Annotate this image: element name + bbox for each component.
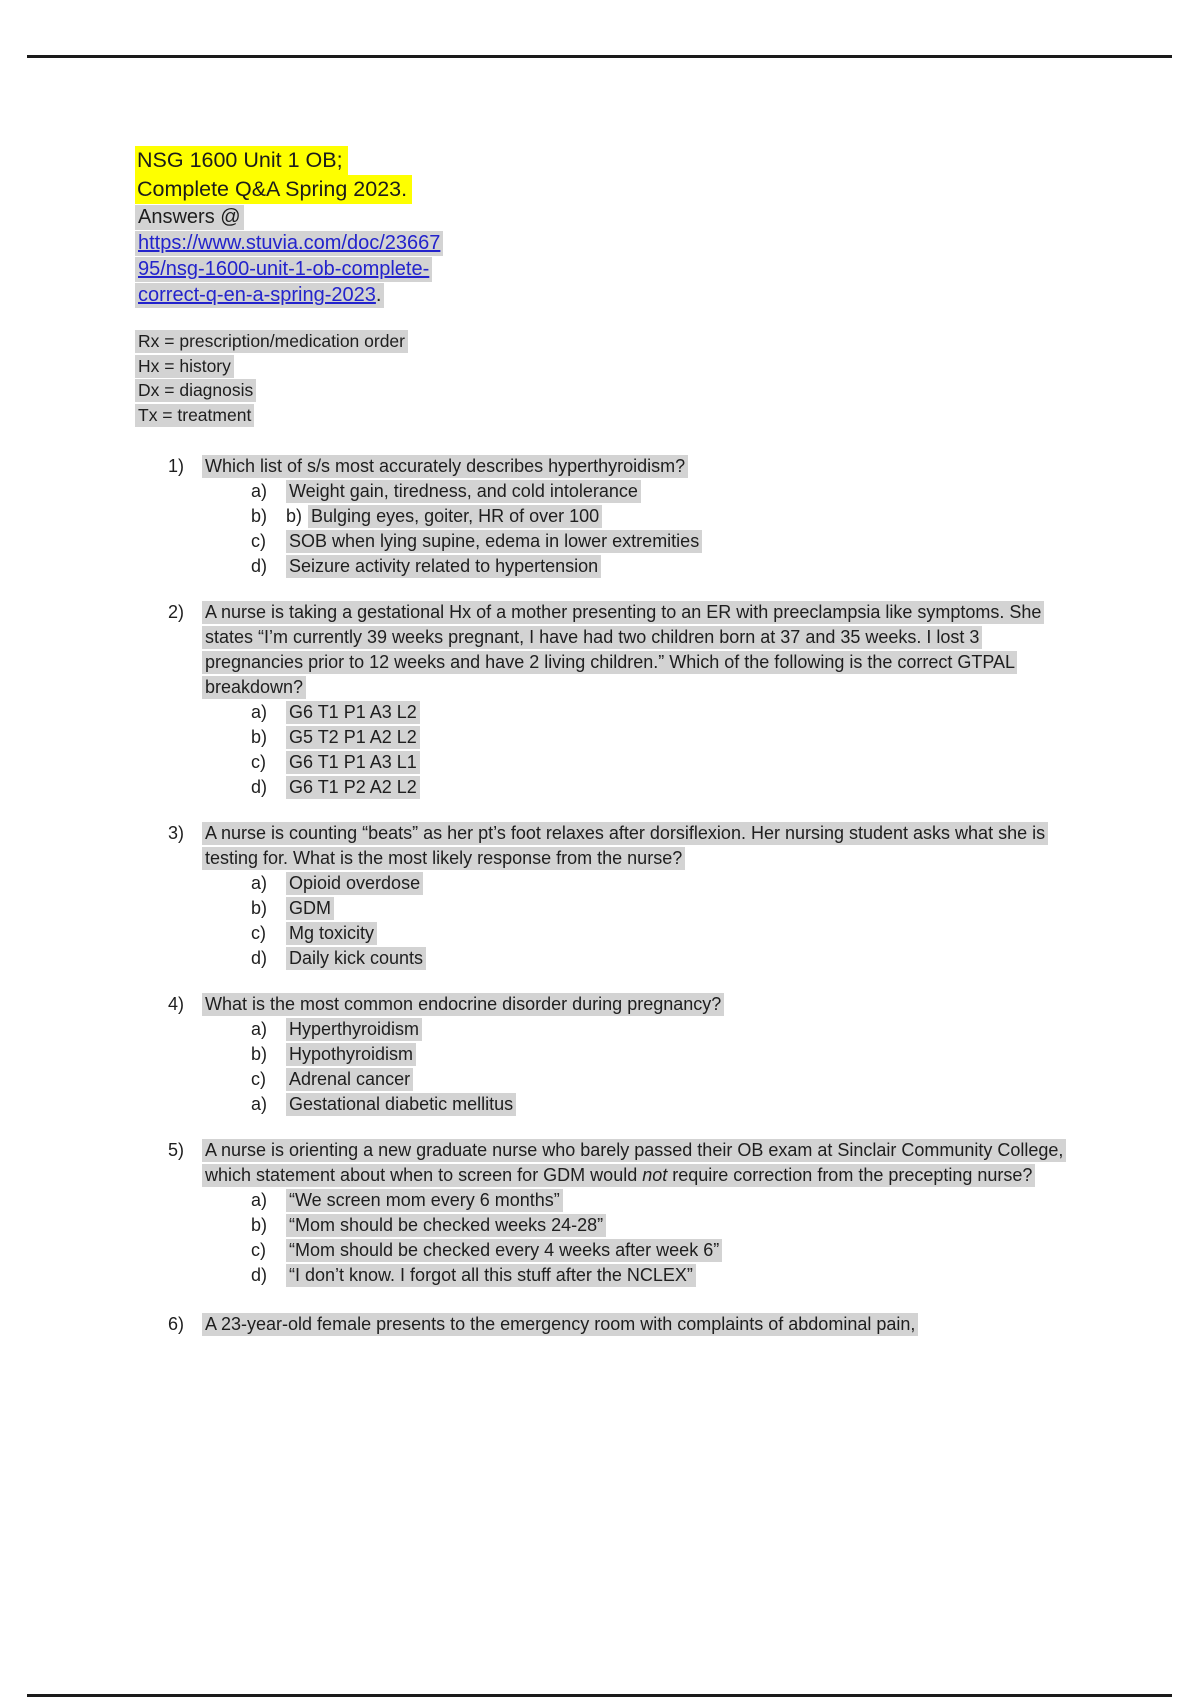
option-letter: c) [251, 1069, 266, 1089]
option-highlight: Hypothyroidism [286, 1043, 416, 1066]
option-text [286, 871, 1082, 896]
stuvia-link-line-3 [135, 282, 1085, 308]
options-list [202, 871, 1082, 971]
option-row [202, 896, 1082, 921]
option-text [286, 554, 1082, 579]
doc-title-line-2 [135, 175, 1085, 204]
options-list [202, 700, 1082, 800]
title-highlight: NSG 1600 Unit 1 OB; [135, 146, 348, 175]
question [135, 600, 1085, 800]
question-text [202, 600, 1082, 700]
option-letter: a) [251, 873, 268, 893]
question-number: 2) [168, 602, 185, 622]
top-border-rule [27, 55, 1172, 58]
option-row [202, 700, 1082, 725]
question-body [202, 1312, 1082, 1337]
option-row [202, 1067, 1082, 1092]
option-highlight: “I don’t know. I forgot all this stuff after the NCLEX” [286, 1264, 696, 1287]
question-number: 3) [168, 823, 185, 843]
bottom-border-rule [27, 1694, 1172, 1697]
abbrev-highlight: Tx = treatment [135, 404, 254, 427]
option-letter: b) [251, 1044, 268, 1064]
stuvia-link-line-1 [135, 230, 1085, 256]
question-body [202, 600, 1082, 800]
option-text [286, 725, 1082, 750]
document-header [135, 146, 1085, 308]
option-highlight: Adrenal cancer [286, 1068, 413, 1091]
options-list [202, 479, 1082, 579]
option-letter: a) [251, 1094, 268, 1114]
option-text [286, 479, 1082, 504]
option-text [286, 504, 1082, 529]
option-letter: a) [251, 702, 268, 722]
question-text [202, 454, 1082, 479]
option-highlight: Gestational diabetic mellitus [286, 1093, 516, 1116]
question-text-part: Which list of s/s most accurately describes hyperthyroidism? [205, 456, 686, 476]
option-highlight: G6 T1 P1 A3 L1 [286, 751, 420, 774]
abbrev-highlight: Dx = diagnosis [135, 379, 256, 402]
question-text-highlight [202, 1139, 1066, 1187]
option-text [286, 1042, 1082, 1067]
link-trailing-period: . [375, 284, 382, 306]
question-number: 4) [168, 994, 185, 1014]
option-letter: a) [251, 1190, 268, 1210]
option-text [286, 529, 1082, 554]
option-letter: d) [251, 948, 268, 968]
option-highlight: “We screen mom every 6 months” [286, 1189, 563, 1212]
question-text-part: not [642, 1165, 668, 1185]
option-text [286, 775, 1082, 800]
link-highlight [135, 231, 443, 256]
option-letter: d) [251, 777, 268, 797]
question-text-part: require correction from the precepting nurse? [667, 1165, 1033, 1185]
option-text [286, 1188, 1082, 1213]
question-number: 1) [168, 456, 185, 476]
abbrev-hx [135, 354, 1085, 379]
question-text-highlight [202, 822, 1048, 870]
question-text-part: A nurse is taking a gestational Hx of a mother presenting to an ER with preeclampsia like symptoms. She states “I’m currently 39 weeks pregnant, I have had two children born at 37 and 35 weeks. I lost 3 pregnancies prior to 12 weeks and have 2 living children.” Which of the following is the correct GTPAL breakdown? [205, 602, 1042, 697]
option-letter: c) [251, 1240, 266, 1260]
answers-label-line [135, 204, 1085, 230]
option-letter: c) [251, 531, 266, 551]
question-text [202, 1138, 1082, 1188]
option-highlight: “Mom should be checked every 4 weeks after week 6” [286, 1239, 722, 1262]
option-row [202, 871, 1082, 896]
question-text [202, 992, 1082, 1017]
question [135, 1312, 1085, 1337]
abbrev-highlight: Rx = prescription/medication order [135, 330, 408, 353]
doc-title-line-1 [135, 146, 1085, 175]
question-text-part: A nurse is orienting a new graduate nurse who barely passed their OB exam at Sinclair Community College, which statement about when to screen for GDM would [205, 1140, 1064, 1185]
option-highlight: G6 T1 P1 A3 L2 [286, 701, 420, 724]
option-text [286, 1238, 1082, 1263]
option-row [202, 1017, 1082, 1042]
option-letter: a) [251, 481, 268, 501]
option-row [202, 504, 1082, 529]
question [135, 992, 1085, 1117]
options-list [202, 1017, 1082, 1117]
question-list [135, 454, 1085, 1337]
option-row [202, 1042, 1082, 1067]
option-letter: b) [251, 1215, 268, 1235]
question [135, 454, 1085, 579]
question-text-highlight [202, 993, 724, 1016]
option-highlight: GDM [286, 897, 334, 920]
option-highlight: Bulging eyes, goiter, HR of over 100 [308, 505, 602, 528]
option-highlight: “Mom should be checked weeks 24-28” [286, 1214, 606, 1237]
option-text [286, 946, 1082, 971]
question-body [202, 1138, 1082, 1288]
option-highlight: G6 T1 P2 A2 L2 [286, 776, 420, 799]
question-text [202, 821, 1082, 871]
abbrev-highlight: Hx = history [135, 355, 234, 378]
link-highlight [135, 283, 384, 308]
question-text-highlight [202, 601, 1044, 699]
question-body [202, 821, 1082, 971]
page-content [135, 146, 1085, 1358]
question-text-highlight [202, 1313, 918, 1336]
abbreviation-key [135, 329, 1085, 427]
option-text [286, 1213, 1082, 1238]
option-text [286, 896, 1082, 921]
option-highlight: G5 T2 P1 A2 L2 [286, 726, 420, 749]
question-text-part: A 23-year-old female presents to the emergency room with complaints of abdominal pain, [205, 1314, 916, 1334]
option-row [202, 529, 1082, 554]
option-letter: b) [251, 506, 268, 526]
option-text [286, 1017, 1082, 1042]
option-text [286, 750, 1082, 775]
question-body [202, 454, 1082, 579]
option-row [202, 1188, 1082, 1213]
option-text [286, 1092, 1082, 1117]
option-letter: d) [251, 1265, 268, 1285]
option-highlight: Daily kick counts [286, 947, 426, 970]
option-row [202, 725, 1082, 750]
answers-label-highlight: Answers @ [135, 205, 244, 230]
question-text-part: A nurse is counting “beats” as her pt’s foot relaxes after dorsiflexion. Her nursing student asks what she is testing for. What is the most likely response from the nurse? [205, 823, 1046, 868]
stuvia-link[interactable]: 95/nsg-1600-unit-1-ob-complete- [138, 258, 430, 280]
option-letter: c) [251, 923, 266, 943]
title-highlight: Complete Q&A Spring 2023. [135, 175, 412, 204]
option-letter: b) [251, 898, 268, 918]
question-number: 5) [168, 1140, 185, 1160]
option-row [202, 946, 1082, 971]
option-letter: d) [251, 556, 268, 576]
option-text [286, 1263, 1082, 1288]
option-row [202, 1238, 1082, 1263]
question-number: 6) [168, 1314, 185, 1334]
stuvia-link-line-2 [135, 256, 1085, 282]
option-row [202, 1263, 1082, 1288]
option-highlight: Weight gain, tiredness, and cold intolerance [286, 480, 641, 503]
abbrev-dx [135, 378, 1085, 403]
option-highlight: Seizure activity related to hypertension [286, 555, 601, 578]
option-highlight: SOB when lying supine, edema in lower extremities [286, 530, 702, 553]
question-body [202, 992, 1082, 1117]
question [135, 821, 1085, 971]
option-row [202, 1092, 1082, 1117]
link-highlight [135, 257, 432, 282]
option-highlight: Hyperthyroidism [286, 1018, 422, 1041]
stuvia-link[interactable]: correct-q-en-a-spring-2023 [138, 284, 376, 306]
option-letter: b) [251, 727, 268, 747]
abbrev-tx [135, 403, 1085, 428]
question-text-highlight [202, 455, 688, 478]
abbrev-rx [135, 329, 1085, 354]
option-text [286, 700, 1082, 725]
stuvia-link[interactable]: https://www.stuvia.com/doc/23667 [138, 232, 441, 254]
question-text [202, 1312, 1082, 1337]
option-letter: c) [251, 752, 266, 772]
option-highlight: Opioid overdose [286, 872, 423, 895]
option-row [202, 750, 1082, 775]
option-text [286, 1067, 1082, 1092]
question-text-part: What is the most common endocrine disorder during pregnancy? [205, 994, 722, 1014]
options-list [202, 1188, 1082, 1288]
option-duplicate-letter: b) [286, 506, 308, 526]
option-row [202, 921, 1082, 946]
option-text [286, 921, 1082, 946]
option-letter: a) [251, 1019, 268, 1039]
option-row [202, 554, 1082, 579]
option-row [202, 479, 1082, 504]
option-row [202, 1213, 1082, 1238]
question [135, 1138, 1085, 1288]
option-row [202, 775, 1082, 800]
option-highlight: Mg toxicity [286, 922, 377, 945]
